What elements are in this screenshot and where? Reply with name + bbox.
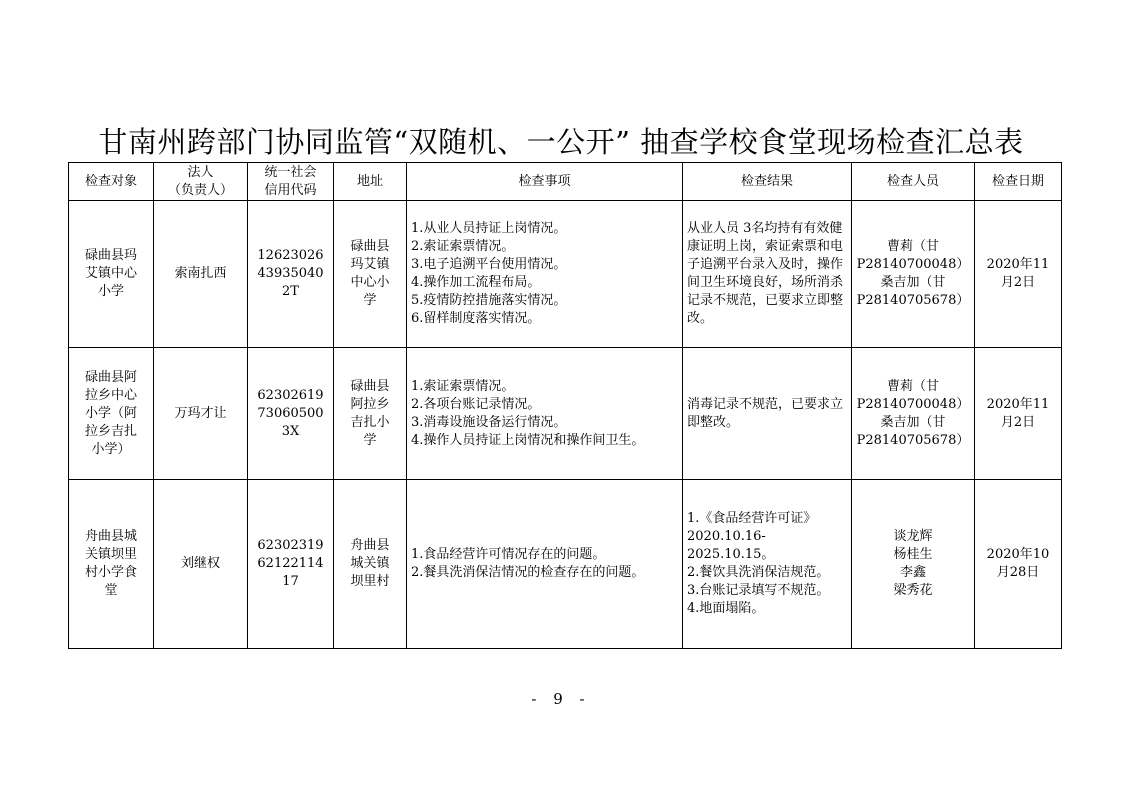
cell-result: 消毒记录不规范，已要求立即整改。: [683, 348, 852, 480]
inspection-summary-table: [68, 162, 1062, 649]
header-inspection-result: 检查结果: [683, 163, 852, 201]
cell-inspectors: 曹莉（甘 P28140700048） 桑吉加（甘 P28140705678）: [852, 201, 975, 348]
cell-legal-person: 索南扎西: [154, 201, 248, 348]
header-credit-code: 统一社会 信用代码: [248, 163, 334, 201]
cell-date: 2020年11 月2日: [975, 348, 1062, 480]
cell-result: 从业人员 3名均持有有效健康证明上岗，索证索票和电子追溯平台录入及时，操作间卫生环境良好，场所消杀记录不规范，已要求立即整改。: [683, 201, 852, 348]
cell-inspectors: 谈龙辉 杨桂生 李鑫 梁秀花: [852, 480, 975, 649]
cell-inspectors: 曹莉（甘 P28140700048） 桑吉加（甘 P28140705678）: [852, 348, 975, 480]
cell-address: 碌曲县 玛艾镇 中心小 学: [334, 201, 407, 348]
table-row: [69, 201, 1062, 348]
cell-result: 1.《食品经营许可证》2020.10.16-2025.10.15。 2.餐饮具洗消保洁规范。 3.台账记录填写不规范。 4.地面塌陷。: [683, 480, 852, 649]
cell-address: 舟曲县 城关镇 坝里村: [334, 480, 407, 649]
cell-legal-person: 刘继权: [154, 480, 248, 649]
cell-items: 1.从业人员持证上岗情况。 2.索证索票情况。 3.电子追溯平台使用情况。 4.操作加工流程布局。 5.疫情防控措施落实情况。 6.留样制度落实情况。: [407, 201, 683, 348]
table-row: [69, 480, 1062, 649]
page-number: - 9 -: [531, 690, 591, 708]
cell-date: 2020年10 月28日: [975, 480, 1062, 649]
cell-credit-code: 62302319 62122114 17: [248, 480, 334, 649]
header-inspection-items: 检查事项: [407, 163, 683, 201]
cell-items: 1.食品经营许可情况存在的问题。 2.餐具洗消保洁情况的检查存在的问题。: [407, 480, 683, 649]
cell-credit-code: 12623026 43935040 2T: [248, 201, 334, 348]
table-row: [69, 348, 1062, 480]
header-inspectors: 检查人员: [852, 163, 975, 201]
cell-legal-person: 万玛才让: [154, 348, 248, 480]
header-inspection-object: 检查对象: [69, 163, 154, 201]
header-inspection-date: 检查日期: [975, 163, 1062, 201]
cell-object: 舟曲县城 关镇坝里 村小学食 堂: [69, 480, 154, 649]
cell-credit-code: 62302619 73060500 3X: [248, 348, 334, 480]
cell-date: 2020年11 月2日: [975, 201, 1062, 348]
cell-object: 碌曲县玛 艾镇中心 小学: [69, 201, 154, 348]
cell-address: 碌曲县 阿拉乡 吉扎小 学: [334, 348, 407, 480]
cell-object: 碌曲县阿 拉乡中心 小学（阿 拉乡吉扎 小学）: [69, 348, 154, 480]
header-legal-person: 法人 （负责人）: [154, 163, 248, 201]
table-header-row: [69, 163, 1062, 201]
header-address: 地址: [334, 163, 407, 201]
document-title: 甘南州跨部门协同监管“双随机、一公开” 抽查学校食堂现场检查汇总表: [98, 125, 1024, 159]
cell-items: 1.索证索票情况。 2.各项台账记录情况。 3.消毒设施设备运行情况。 4.操作人员持证上岗情况和操作间卫生。: [407, 348, 683, 480]
